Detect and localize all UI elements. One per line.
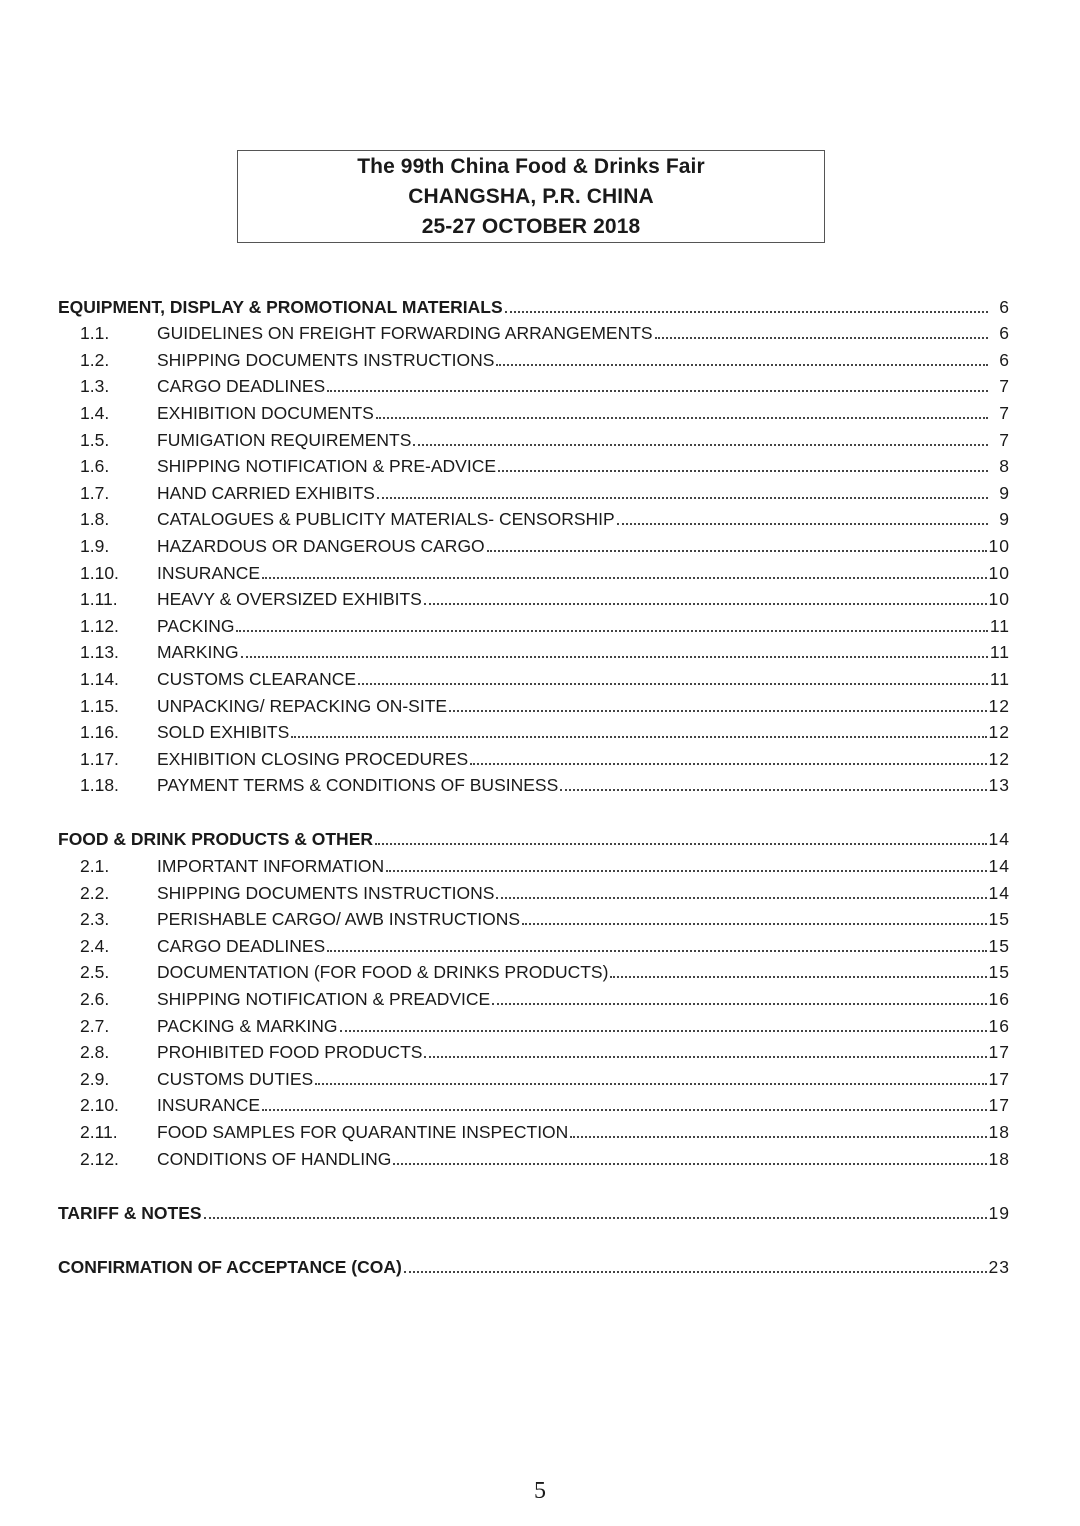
- toc-page-number: 14: [988, 855, 1010, 876]
- dot-leader: [570, 1136, 986, 1138]
- toc-entry-number: 1.16.: [80, 722, 119, 743]
- toc-page-number: 16: [988, 1015, 1010, 1036]
- toc-page-number: 12: [988, 722, 1010, 743]
- toc-entry-label: PAYMENT TERMS & CONDITIONS OF BUSINESS: [157, 775, 559, 796]
- toc-entry[interactable]: [58, 612, 1010, 639]
- toc-entry-label: FUMIGATION REQUIREMENTS: [157, 429, 412, 450]
- toc-entry-label: CARGO DEADLINES: [157, 376, 326, 397]
- toc-entry-label: EXHIBITION CLOSING PROCEDURES: [157, 748, 469, 769]
- toc-entry-number: 2.11.: [80, 1121, 118, 1142]
- toc-entry-label: CUSTOMS CLEARANCE: [157, 668, 357, 689]
- dot-leader: [424, 1056, 986, 1058]
- dot-leader: [358, 683, 988, 685]
- toc-entry-number: 1.8.: [80, 509, 110, 530]
- toc-entry[interactable]: [58, 1065, 1010, 1092]
- fair-name: The 99th China Food & Drinks Fair: [357, 154, 705, 178]
- toc-entry-number: 2.10.: [80, 1095, 119, 1116]
- dot-leader: [386, 870, 986, 872]
- dot-leader: [376, 417, 988, 419]
- dot-leader: [522, 923, 987, 925]
- dot-leader: [617, 523, 988, 525]
- toc-entry-number: 2.7.: [80, 1015, 110, 1036]
- toc-entry-label: CONDITIONS OF HANDLING: [157, 1148, 392, 1169]
- toc-entry[interactable]: [58, 665, 1010, 692]
- toc-entry-number: 2.9.: [80, 1068, 110, 1089]
- fair-location: CHANGSHA, P.R. CHINA: [408, 184, 654, 208]
- toc-entry[interactable]: [58, 320, 1010, 347]
- dot-leader: [496, 364, 988, 366]
- toc-page-number: 10: [988, 589, 1010, 610]
- toc-page-number: 8: [999, 456, 1010, 477]
- toc-entry[interactable]: [58, 1145, 1010, 1172]
- toc-entry[interactable]: [58, 373, 1010, 400]
- toc-section-title: TARIFF & NOTES: [58, 1202, 202, 1223]
- dot-leader: [315, 1083, 986, 1085]
- toc-section1-items: [58, 320, 1010, 799]
- dot-leader: [496, 897, 986, 899]
- toc-page-number: 23: [988, 1256, 1010, 1277]
- page-footer-number: 5: [534, 1478, 546, 1504]
- dot-leader: [377, 497, 988, 499]
- toc-entry-number: 2.4.: [80, 935, 110, 956]
- toc-entry-number: 1.4.: [80, 402, 110, 423]
- toc-page-number: 16: [988, 988, 1010, 1009]
- toc-page-number: 9: [999, 509, 1010, 530]
- dot-leader: [375, 843, 987, 845]
- toc-entry-number: 2.8.: [80, 1042, 110, 1063]
- toc-entry-label: HEAVY & OVERSIZED EXHIBITS: [157, 589, 422, 610]
- toc-entry-label: SOLD EXHIBITS: [157, 722, 290, 743]
- toc-page-number: 19: [988, 1202, 1010, 1223]
- toc-page-number: 9: [999, 482, 1010, 503]
- toc-entry[interactable]: [58, 506, 1010, 533]
- toc-entry-number: 1.12.: [80, 615, 119, 636]
- toc-entry[interactable]: [58, 1092, 1010, 1119]
- toc-entry[interactable]: [58, 852, 1010, 879]
- toc-entry-number: 1.13.: [80, 642, 119, 663]
- toc-entry-label: CUSTOMS DUTIES: [157, 1068, 314, 1089]
- toc-page-number: 11: [989, 615, 1010, 636]
- toc-entry[interactable]: [58, 932, 1010, 959]
- toc-entry-number: 1.7.: [80, 482, 110, 503]
- toc-entry[interactable]: [58, 639, 1010, 666]
- dot-leader: [498, 470, 988, 472]
- toc-entry-label: SHIPPING DOCUMENTS INSTRUCTIONS: [157, 882, 495, 903]
- toc-entry[interactable]: [58, 479, 1010, 506]
- dot-leader: [204, 1217, 987, 1219]
- toc-entry[interactable]: [58, 586, 1010, 613]
- dot-leader: [340, 1030, 987, 1032]
- toc-section-tariff[interactable]: [58, 1199, 1010, 1226]
- toc-section-title: EQUIPMENT, DISPLAY & PROMOTIONAL MATERIALS: [58, 296, 503, 317]
- toc-entry[interactable]: [58, 985, 1010, 1012]
- toc-page-number: 15: [988, 935, 1010, 956]
- toc-entry-label: FOOD SAMPLES FOR QUARANTINE INSPECTION: [157, 1121, 569, 1142]
- toc-page-number: 11: [989, 642, 1010, 663]
- toc-entry-label: INSURANCE: [157, 562, 261, 583]
- toc-page-number: 12: [988, 695, 1010, 716]
- toc-section-title: FOOD & DRINK PRODUCTS & OTHER: [58, 829, 373, 850]
- toc-entry-label: PACKING: [157, 615, 235, 636]
- toc-entry-number: 2.6.: [80, 988, 110, 1009]
- toc-entry[interactable]: [58, 879, 1010, 906]
- fair-dates: 25-27 OCTOBER 2018: [421, 214, 641, 238]
- toc-page-number: 14: [988, 882, 1010, 903]
- toc-entry-label: GUIDELINES ON FREIGHT FORWARDING ARRANGEMENTS: [157, 323, 653, 344]
- toc-page-number: 7: [999, 429, 1010, 450]
- toc-entry-number: 2.5.: [80, 962, 110, 983]
- toc-entry-number: 1.18.: [80, 775, 119, 796]
- toc-page-number: 17: [988, 1042, 1010, 1063]
- toc-section-coa[interactable]: [58, 1253, 1010, 1280]
- toc-entry-label: DOCUMENTATION (FOR FOOD & DRINKS PRODUCTS): [157, 962, 609, 983]
- dot-leader: [393, 1163, 986, 1165]
- toc-entry[interactable]: [58, 346, 1010, 373]
- toc-entry[interactable]: [58, 453, 1010, 480]
- toc-entry-number: 1.3.: [80, 376, 110, 397]
- toc-entry-label: EXHIBITION DOCUMENTS: [157, 402, 374, 423]
- toc-entry-label: PERISHABLE CARGO/ AWB INSTRUCTIONS: [157, 909, 521, 930]
- dot-leader: [560, 789, 986, 791]
- dot-leader: [327, 390, 988, 392]
- toc-entry-label: MARKING: [157, 642, 239, 663]
- toc-entry[interactable]: [58, 959, 1010, 986]
- dot-leader: [241, 656, 988, 658]
- toc-entry[interactable]: [58, 745, 1010, 772]
- toc-entry[interactable]: [58, 1118, 1010, 1145]
- toc-entry-number: 1.11.: [80, 589, 118, 610]
- toc-page-number: 10: [988, 562, 1010, 583]
- toc-page-number: 17: [988, 1068, 1010, 1089]
- toc-entry-number: 1.10.: [80, 562, 119, 583]
- toc-page-number: 6: [999, 349, 1010, 370]
- toc-entry[interactable]: [58, 719, 1010, 746]
- dot-leader: [327, 950, 986, 952]
- toc-entry[interactable]: [58, 1012, 1010, 1039]
- toc-section-title: CONFIRMATION OF ACCEPTANCE (COA): [58, 1256, 402, 1277]
- toc-page-number: 11: [989, 668, 1010, 689]
- toc-entry-number: 1.5.: [80, 429, 110, 450]
- toc-page-number: 12: [988, 748, 1010, 769]
- dot-leader: [413, 444, 988, 446]
- toc-entry-number: 1.9.: [80, 535, 110, 556]
- toc-page-number: 13: [988, 775, 1010, 796]
- toc-entry-number: 2.12.: [80, 1148, 119, 1169]
- dot-leader: [404, 1271, 987, 1273]
- toc-entry-label: PACKING & MARKING: [157, 1015, 338, 1036]
- dot-leader: [610, 976, 986, 978]
- table-of-contents: [58, 293, 1010, 1280]
- toc-page-number: 14: [988, 829, 1010, 850]
- toc-entry[interactable]: [58, 692, 1010, 719]
- toc-entry-label: HAND CARRIED EXHIBITS: [157, 482, 375, 503]
- dot-leader: [470, 763, 986, 765]
- dot-leader: [505, 311, 988, 313]
- toc-section-equipment[interactable]: [58, 293, 1010, 320]
- toc-entry-label: CATALOGUES & PUBLICITY MATERIALS- CENSORSHIP: [157, 509, 615, 530]
- dot-leader: [424, 603, 987, 605]
- toc-entry[interactable]: [58, 426, 1010, 453]
- toc-page-number: 15: [988, 909, 1010, 930]
- dot-leader: [262, 1109, 986, 1111]
- dot-leader: [655, 337, 988, 339]
- toc-page-number: 7: [999, 402, 1010, 423]
- toc-page-number: 10: [988, 535, 1010, 556]
- document-title-box: [237, 150, 825, 243]
- dot-leader: [236, 630, 987, 632]
- toc-entry-label: PROHIBITED FOOD PRODUCTS: [157, 1042, 423, 1063]
- toc-entry-number: 1.2.: [80, 349, 110, 370]
- toc-entry-label: INSURANCE: [157, 1095, 261, 1116]
- toc-entry-number: 1.6.: [80, 456, 110, 477]
- toc-entry-number: 2.3.: [80, 909, 110, 930]
- toc-page-number: 18: [988, 1121, 1010, 1142]
- dot-leader: [487, 550, 987, 552]
- toc-page-number: 18: [988, 1148, 1010, 1169]
- toc-entry-number: 1.1.: [80, 323, 110, 344]
- toc-entry-label: SHIPPING DOCUMENTS INSTRUCTIONS: [157, 349, 495, 370]
- toc-entry-label: SHIPPING NOTIFICATION & PRE-ADVICE: [157, 456, 497, 477]
- toc-page-number: 6: [999, 323, 1010, 344]
- toc-entry[interactable]: [58, 399, 1010, 426]
- toc-entry-number: 1.14.: [80, 668, 119, 689]
- toc-entry-label: IMPORTANT INFORMATION: [157, 855, 385, 876]
- dot-leader: [291, 736, 986, 738]
- toc-entry[interactable]: [58, 532, 1010, 559]
- toc-entry-label: HAZARDOUS OR DANGEROUS CARGO: [157, 535, 485, 556]
- toc-entry[interactable]: [58, 772, 1010, 799]
- dot-leader: [492, 1003, 986, 1005]
- toc-entry-number: 2.1.: [80, 855, 110, 876]
- toc-section-food-drink[interactable]: [58, 826, 1010, 853]
- toc-entry[interactable]: [58, 1039, 1010, 1066]
- toc-page-number: 15: [988, 962, 1010, 983]
- toc-entry-number: 1.15.: [80, 695, 119, 716]
- toc-entry-label: UNPACKING/ REPACKING ON-SITE: [157, 695, 448, 716]
- dot-leader: [262, 577, 986, 579]
- toc-page-number: 6: [999, 296, 1010, 317]
- toc-section2-items: [58, 852, 1010, 1171]
- toc-entry[interactable]: [58, 906, 1010, 933]
- toc-page-number: 7: [999, 376, 1010, 397]
- toc-page-number: 17: [988, 1095, 1010, 1116]
- dot-leader: [449, 710, 986, 712]
- toc-entry[interactable]: [58, 559, 1010, 586]
- toc-entry-label: SHIPPING NOTIFICATION & PREADVICE: [157, 988, 491, 1009]
- toc-entry-number: 2.2.: [80, 882, 110, 903]
- toc-entry-number: 1.17.: [80, 748, 119, 769]
- toc-entry-label: CARGO DEADLINES: [157, 935, 326, 956]
